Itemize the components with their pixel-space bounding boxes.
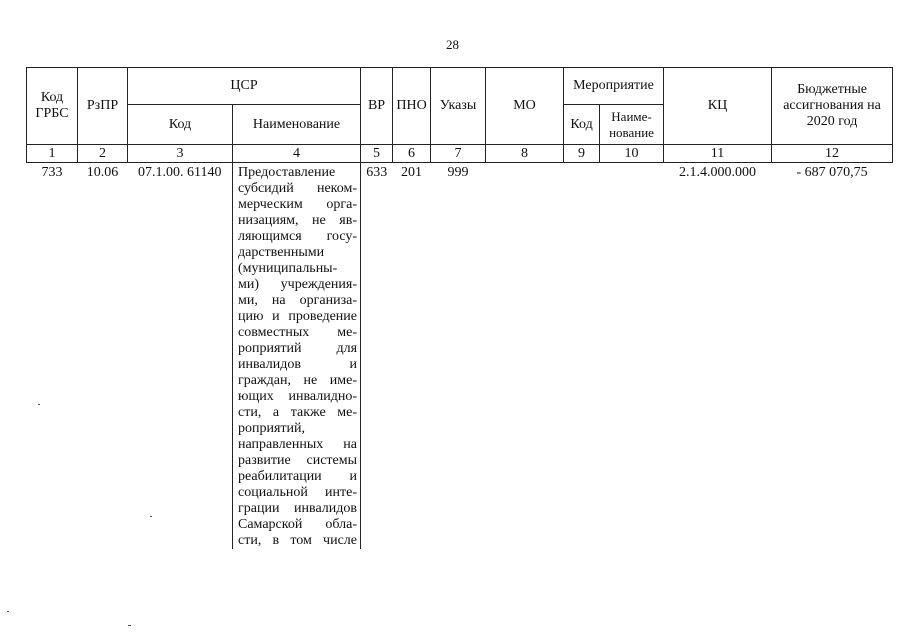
column-number: 6 [393,145,431,163]
budget-table [26,67,893,549]
name-line: мерческим орга- [238,197,358,212]
cell-pno: 201 [401,165,423,180]
header-meropriyatie: Мероприятие [564,68,664,105]
scan-speck [150,516,152,517]
column-number: 7 [431,145,486,163]
name-line: роприятий для [238,341,358,356]
header-pno: ПНО [393,68,431,145]
cell-ukazy: 999 [447,165,469,180]
name-line: совместных ме- [238,325,358,340]
name-line: (муниципальны- [238,261,338,276]
header-rzpr: РзПР [78,68,128,145]
header-kc: КЦ [664,68,772,145]
header-csr: ЦСР [128,68,361,105]
cell-vr: 633 [366,165,388,180]
column-number: 4 [233,145,361,163]
name-line: ми) учреждения- [238,277,358,292]
column-number: 10 [600,145,664,163]
cell-rzpr: 10.06 [86,165,119,180]
scan-speck [7,611,9,612]
column-number: 2 [78,145,128,163]
cell-meropriyatie-kod [564,163,600,550]
page-number: 28 [446,37,459,52]
header-meropriyatie-naimenovanie: Наиме-нование [600,105,664,145]
name-line: сти, в том числе [238,533,358,548]
name-line: направленных на [238,437,358,452]
header-vr: ВР [361,68,393,145]
name-line: ляющимся госу- [238,229,358,244]
scan-speck [128,625,131,626]
cell-csr-naimenovanie [233,163,361,550]
column-numbers-row [27,145,893,163]
name-line: инвалидов и [238,357,358,372]
name-line: цию и проведение [238,309,358,324]
name-line: ющих инвалидно- [238,389,358,404]
column-number: 12 [772,145,893,163]
header-csr-kod: Код [128,105,233,145]
cell-csr-kod: 07.1.00. 61140 [138,165,222,180]
name-line: сти, а также ме- [238,405,358,420]
header-ukazy: Указы [431,68,486,145]
name-line: граждан, не име- [238,373,358,388]
cell-kc: 2.1.4.000.000 [679,165,757,180]
cell-mo [486,163,564,550]
name-line: Предоставление [238,165,336,180]
column-number: 9 [564,145,600,163]
column-number: 5 [361,145,393,163]
header-kod-grbs: Код ГРБС [27,68,78,145]
header-mo: МО [486,68,564,145]
name-line: низациям, не яв- [238,213,358,228]
cell-budget: - 687 070,75 [796,165,868,180]
name-line: реабилитации и [238,469,358,484]
table-row [27,163,893,550]
column-number: 8 [486,145,564,163]
name-line: роприятий, [238,421,306,436]
name-line: ми, на организа- [238,293,358,308]
header-budget: Бюджетные ассигнования на 2020 год [772,68,893,145]
header-meropriyatie-kod: Код [564,105,600,145]
header-row-1 [27,68,893,105]
cell-meropriyatie-naimenovanie [600,163,664,550]
name-line: развитие системы [238,453,358,468]
cell-kod-grbs: 733 [41,165,63,180]
scan-speck [38,404,40,405]
name-line: грации инвалидов [238,501,358,516]
column-number: 3 [128,145,233,163]
column-number: 1 [27,145,78,163]
name-line: социальной инте- [238,485,358,500]
column-number: 11 [664,145,772,163]
name-line: Самарской обла- [238,517,358,532]
header-csr-naimenovanie: Наименование [233,105,361,145]
name-line: субсидий неком- [238,181,358,196]
name-line: дарственными [238,245,325,260]
